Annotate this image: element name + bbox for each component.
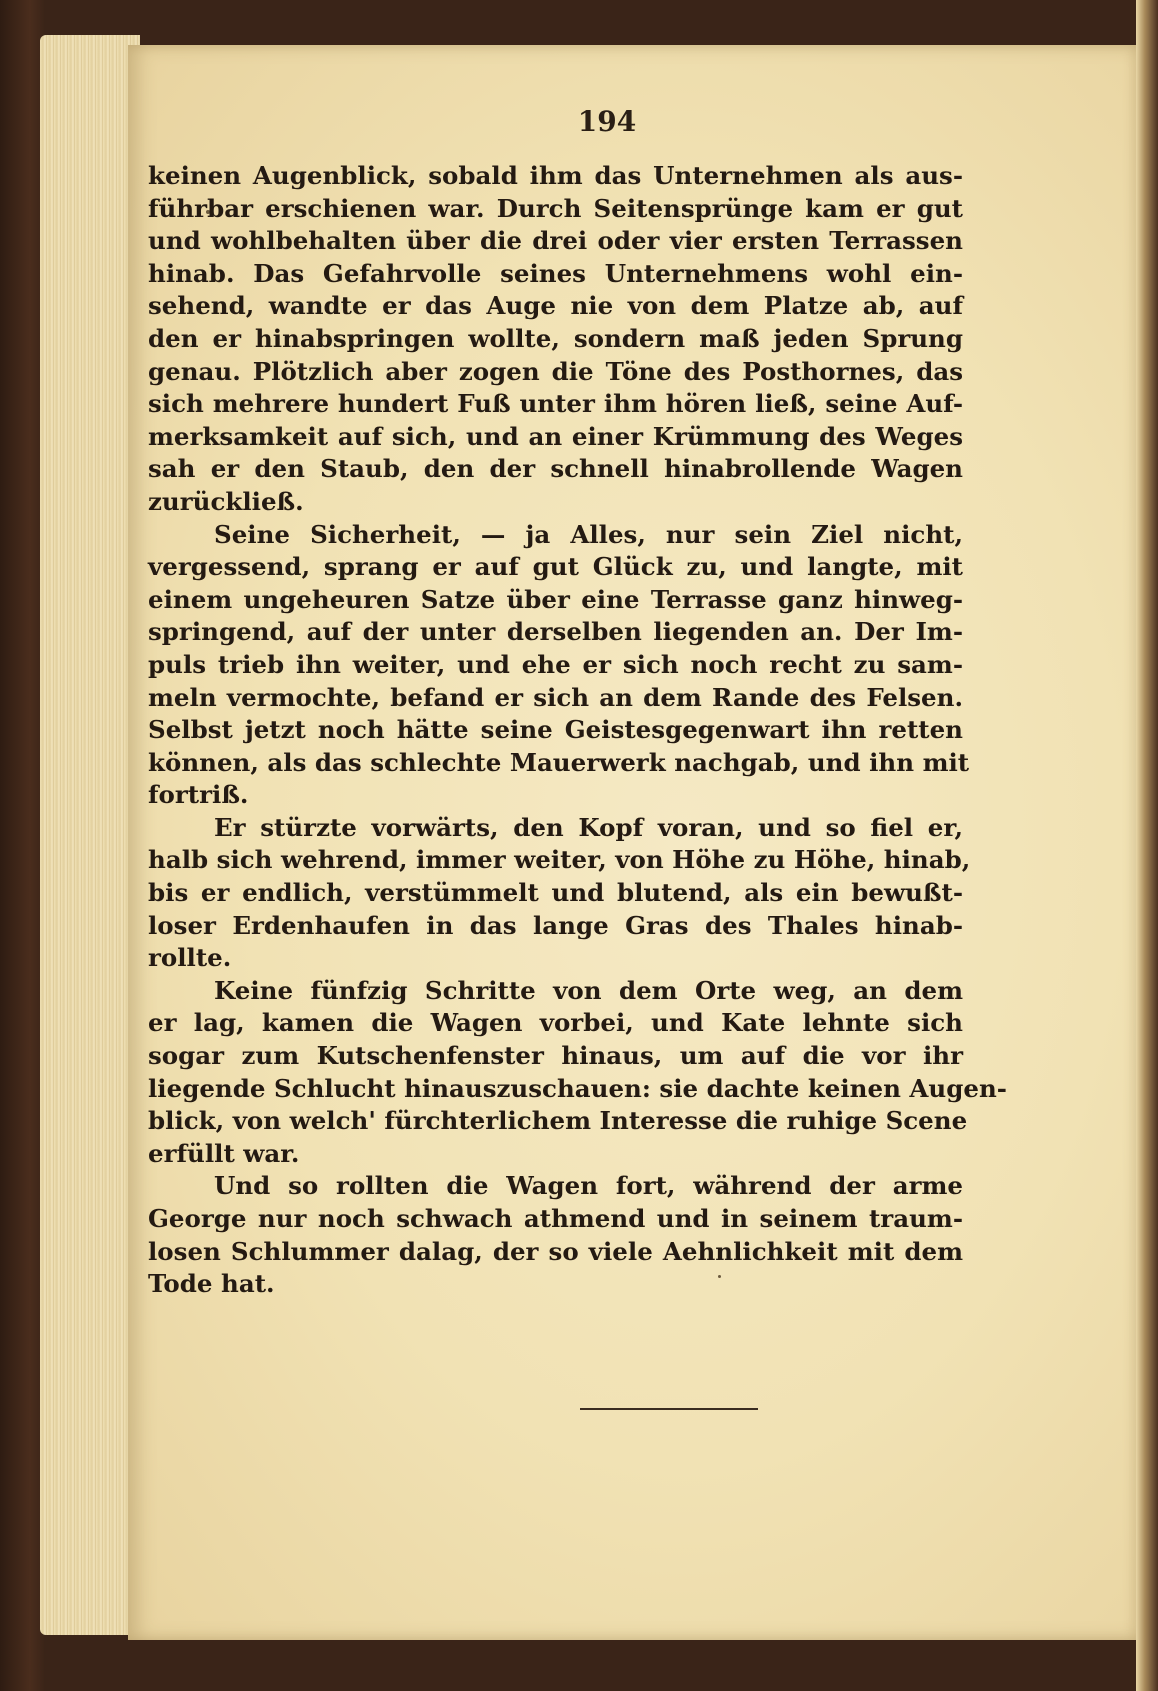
text-line: führbar erschienen war. Durch Seitensprünge kam er gut	[148, 193, 963, 223]
text-line: einem ungeheuren Satze über eine Terrasse ganz hinweg-	[148, 584, 963, 614]
text-line: er lag, kamen die Wagen vorbei, und Kate lehnte sich	[148, 1008, 963, 1038]
text-line: sehend, wandte er das Auge nie von dem Platze ab, auf	[148, 291, 963, 321]
text-line: zurückließ.	[148, 486, 304, 516]
paragraph	[148, 1170, 963, 1300]
text-line: George nur noch schwach athmend und in seinem traum-	[148, 1204, 963, 1233]
end-rule	[580, 1408, 758, 1410]
text-line: Seine Sicherheit, — ja Alles, nur sein Ziel nicht,	[214, 519, 963, 549]
text-line: merksamkeit auf sich, und an einer Krümmung des Weges	[148, 421, 963, 451]
text-line: losen Schlummer dalag, der so viele Aehnlichkeit mit dem	[148, 1236, 963, 1266]
text-line: fortriß.	[148, 780, 249, 810]
next-page-edge	[1136, 0, 1158, 1691]
paragraph	[148, 812, 971, 975]
text-line: rollte.	[148, 943, 232, 973]
text-line: puls trieb ihn weiter, und ehe er sich noch recht zu sam-	[148, 649, 963, 679]
text-line: Keine fünfzig Schritte von dem Orte weg, an dem	[214, 975, 963, 1005]
text-line: und wohlbehalten über die drei oder vier ersten Terrassen	[148, 226, 963, 256]
text-line: Und so rollten die Wagen fort, während der arme	[214, 1171, 963, 1201]
text-line: vergessend, sprang er auf gut Glück zu, und langte, mit	[148, 552, 963, 582]
text-line: keinen Augenblick, sobald ihm das Unternehmen als aus-	[148, 161, 963, 190]
text-line: bis er endlich, verstümmelt und blutend, als ein bewußt-	[148, 878, 963, 908]
paragraph	[148, 975, 1007, 1171]
text-line: sogar zum Kutschenfenster hinaus, um auf die vor ihr	[148, 1041, 963, 1071]
paragraph	[148, 519, 970, 812]
text-line: Selbst jetzt noch hätte seine Geistesgegenwart ihn retten	[148, 715, 963, 745]
text-line: Er stürzte vorwärts, den Kopf voran, und so fiel er,	[214, 812, 963, 842]
text-line: genau. Plötzlich aber zogen die Töne des Posthornes, das	[148, 356, 963, 386]
page-edges	[40, 35, 140, 1635]
text-line: liegende Schlucht hinauszuschauen: sie dachte keinen Augen-	[148, 1073, 1007, 1103]
text-line: halb sich wehrend, immer weiter, von Höhe zu Höhe, hinab,	[148, 845, 971, 875]
text-line: blick, von welch' fürchterlichem Interesse die ruhige Scene	[148, 1106, 968, 1136]
text-line: springend, auf der unter derselben liegenden an. Der Im-	[148, 617, 963, 647]
paragraph	[148, 160, 963, 519]
text-line: den er hinabspringen wollte, sondern maß jeden Sprung	[148, 323, 963, 353]
page-number: 194	[577, 105, 637, 138]
text-line: sich mehrere hundert Fuß unter ihm hören ließ, seine Auf-	[148, 389, 963, 419]
text-line: hinab. Das Gefahrvolle seines Unternehmens wohl ein-	[148, 258, 963, 288]
text-line: meln vermochte, befand er sich an dem Rande des Felsen.	[148, 682, 963, 712]
text-line: loser Erdenhaufen in das lange Gras des Thales hinab-	[148, 910, 963, 940]
text-line: Tode hat.	[148, 1269, 275, 1299]
text-line: sah er den Staub, den der schnell hinabrollende Wagen	[148, 454, 963, 484]
text-line: können, als das schlechte Mauerwerk nachgab, und ihn mit	[148, 747, 970, 777]
body-text	[148, 160, 1007, 1301]
text-line: erfüllt war.	[148, 1138, 300, 1168]
